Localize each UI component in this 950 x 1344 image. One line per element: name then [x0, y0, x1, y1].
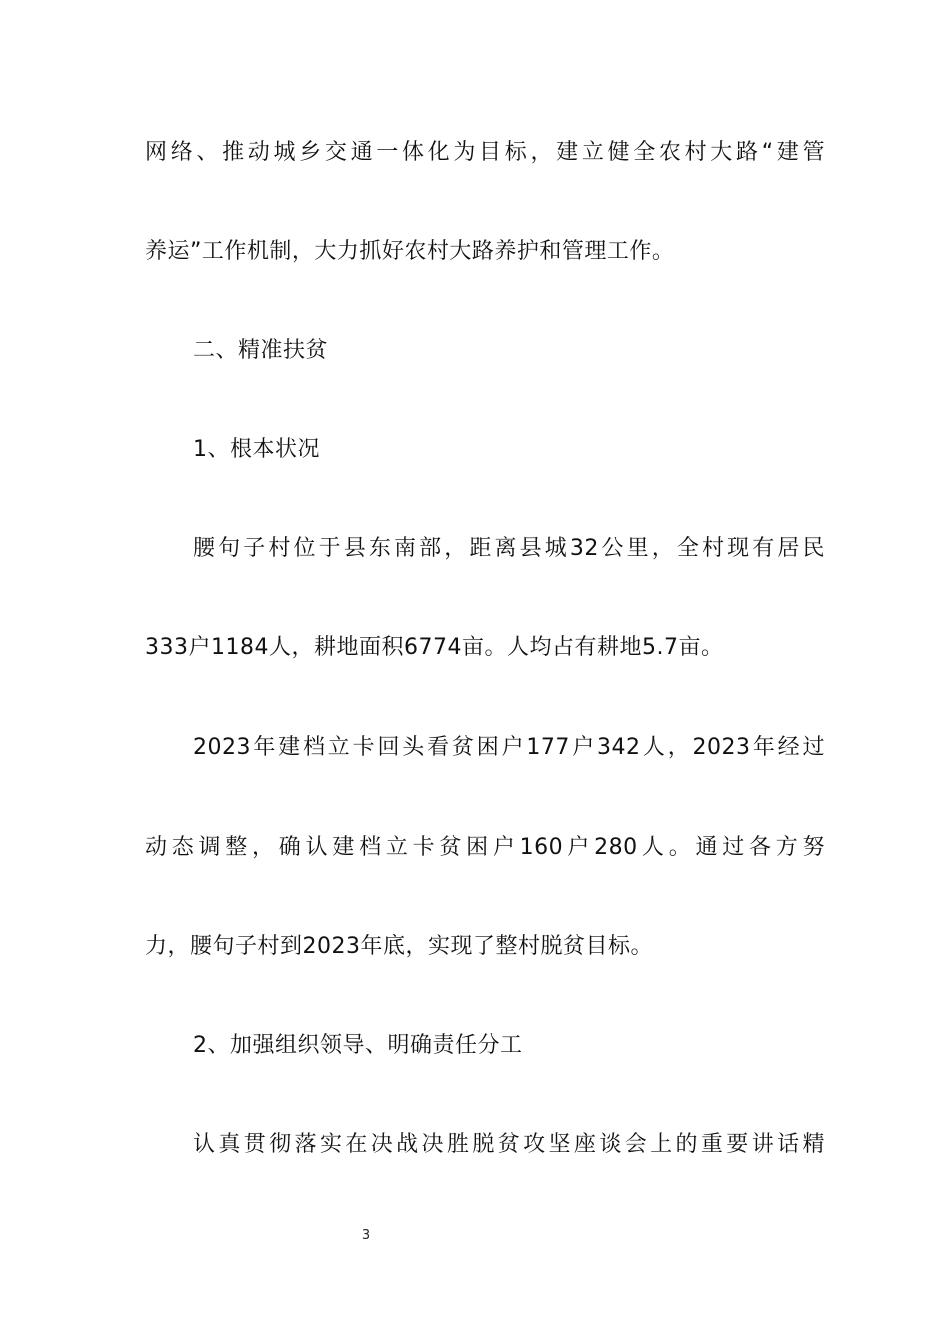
body-text-line: 333户1184人，耕地面积6774亩。人均占有耕地5.7亩。: [145, 635, 724, 660]
body-text-line: 动态调整，确认建档立卡贫困户160户280人。通过各方努: [145, 835, 825, 860]
body-text-line: 力，腰句子村到2023年底，实现了整村脱贫目标。: [145, 934, 653, 959]
section-heading: 二、精准扶贫: [193, 338, 329, 363]
body-text-line: 认真贯彻落实在决战决胜脱贫攻坚座谈会上的重要讲话精: [193, 1132, 825, 1157]
body-text-line: 网络、推动城乡交通一体化为目标，建立健全农村大路“建管: [145, 140, 825, 165]
subsection-heading: 2、加强组织领导、明确责任分工: [193, 1033, 523, 1058]
page-number: 3: [361, 1228, 371, 1243]
body-text-line: 2023年建档立卡回头看贫困户177户342人，2023年经过: [193, 735, 825, 760]
body-text-line: 腰句子村位于县东南部，距离县城32公里，全村现有居民: [193, 536, 825, 561]
body-text-line: 养运”工作机制，大力抓好农村大路养护和管理工作。: [145, 239, 675, 264]
subsection-heading: 1、根本状况: [193, 437, 320, 462]
